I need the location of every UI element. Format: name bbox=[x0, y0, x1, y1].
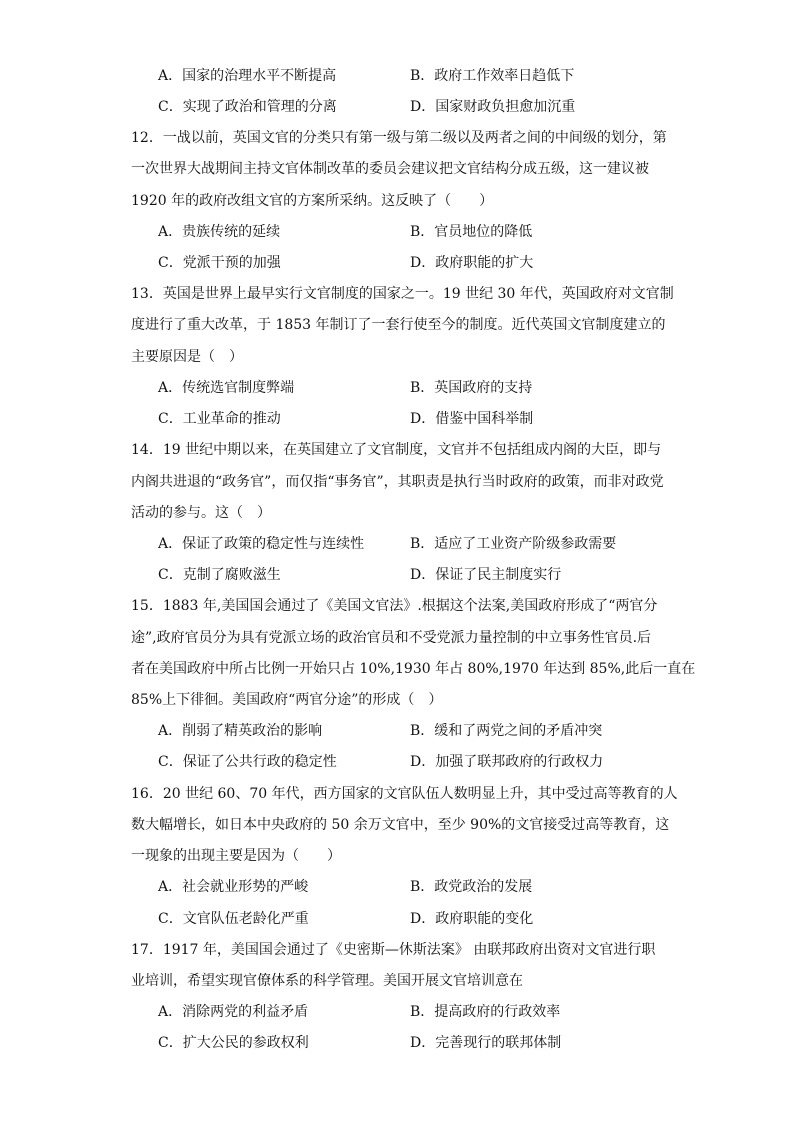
option-b: B．政府工作效率日趋低下 bbox=[410, 68, 575, 84]
question-stem-line: 业培训，希望实现官僚体系的科学管理。美国开展文官培训意在 bbox=[131, 973, 523, 989]
question-stem-line: 14．19 世纪中期以来，在英国建立了文官制度，文官并不包括组成内阁的大臣，即与 bbox=[131, 442, 662, 458]
option-b: B．适应了工业资产阶级参政需要 bbox=[410, 536, 617, 552]
question-stem-line: 一现象的出现主要是因为（ ） bbox=[131, 848, 341, 864]
option-c: C．扩大公民的参政权利 bbox=[158, 1035, 309, 1051]
question-stem-line: 内阁共进退的“政务官”，而仅指“事务官”，其职责是执行当时政府的政策，而非对政党 bbox=[131, 474, 664, 490]
option-d: D．加强了联邦政府的行政权力 bbox=[410, 754, 604, 770]
question-stem-line: 17．1917 年，美国国会通过了《史密斯—休斯法案》 由联邦政府出资对文官进行职 bbox=[131, 942, 656, 958]
option-d: D．政府职能的变化 bbox=[410, 911, 534, 927]
option-c: C．文官队伍老龄化严重 bbox=[158, 911, 309, 927]
question-stem-line: 1920 年的政府改组文官的方案所采纳。这反映了（ ） bbox=[131, 193, 494, 209]
question-stem-line: 一次世界大战期间主持文官体制改革的委员会建议把文官结构分成五级，这一建议被 bbox=[131, 161, 649, 177]
option-c: C．实现了政治和管理的分离 bbox=[158, 99, 337, 115]
question-stem-line: 85%上下徘徊。美国政府“两官分途”的形成（ ） bbox=[131, 692, 443, 708]
option-d: D．保证了民主制度实行 bbox=[410, 567, 562, 583]
option-b: B．缓和了两党之间的矛盾冲突 bbox=[410, 723, 603, 739]
question-stem-line: 主要原因是（ ） bbox=[131, 349, 243, 365]
option-b: B．英国政府的支持 bbox=[410, 380, 533, 396]
question-stem-line: 16．20 世纪 60、70 年代，西方国家的文官队伍人数明显上升，其中受过高等教育的人 bbox=[131, 786, 678, 802]
option-d: D．完善现行的联邦体制 bbox=[410, 1035, 562, 1051]
option-a: A．消除两党的利益矛盾 bbox=[158, 1004, 309, 1020]
question-stem-line: 活动的参与。这（ ） bbox=[131, 505, 271, 521]
option-c: C．克制了腐败滋生 bbox=[158, 567, 281, 583]
option-a: A．削弱了精英政治的影响 bbox=[158, 723, 323, 739]
option-a: A．传统选官制度弊端 bbox=[158, 380, 295, 396]
question-stem-line: 数大幅增长，如日本中央政府的 50 余万文官中，至少 90%的文官接受过高等教育，这 bbox=[131, 817, 670, 833]
option-c: C．保证了公共行政的稳定性 bbox=[158, 754, 337, 770]
option-b: B．政党政治的发展 bbox=[410, 879, 533, 895]
question-stem-line: 者在美国政府中所占比例一开始只占 10%,1930 年占 80%,1970 年达到 85%,此后一直在 bbox=[131, 661, 696, 677]
option-c: C．党派干预的加强 bbox=[158, 255, 281, 271]
option-b: B．提高政府的行政效率 bbox=[410, 1004, 561, 1020]
option-a: A．社会就业形势的严峻 bbox=[158, 879, 309, 895]
question-stem-line: 途”,政府官员分为具有党派立场的政治官员和不受党派力量控制的中立事务性官员.后 bbox=[131, 630, 652, 646]
option-a: A．保证了政策的稳定性与连续性 bbox=[158, 536, 365, 552]
question-stem-line: 12．一战以前，英国文官的分类只有第一级与第二级以及两者之间的中间级的划分，第 bbox=[131, 130, 667, 146]
option-d: D．国家财政负担愈加沉重 bbox=[410, 99, 576, 115]
question-stem-line: 15．1883 年,美国国会通过了《美国文官法》.根据这个法案,美国政府形成了“两官分 bbox=[131, 598, 658, 614]
option-a: A．贵族传统的延续 bbox=[158, 224, 281, 240]
option-d: D．借鉴中国科举制 bbox=[410, 411, 534, 427]
question-stem-line: 度进行了重大改革，于 1853 年制订了一套行使至今的制度。近代英国文官制度建立的 bbox=[131, 317, 666, 333]
option-d: D．政府职能的扩大 bbox=[410, 255, 534, 271]
question-stem-line: 13．英国是世界上最早实行文官制度的国家之一。19 世纪 30 年代，英国政府对文官制 bbox=[131, 286, 674, 302]
option-a: A．国家的治理水平不断提高 bbox=[158, 68, 337, 84]
option-c: C．工业革命的推动 bbox=[158, 411, 281, 427]
option-b: B．官员地位的降低 bbox=[410, 224, 533, 240]
